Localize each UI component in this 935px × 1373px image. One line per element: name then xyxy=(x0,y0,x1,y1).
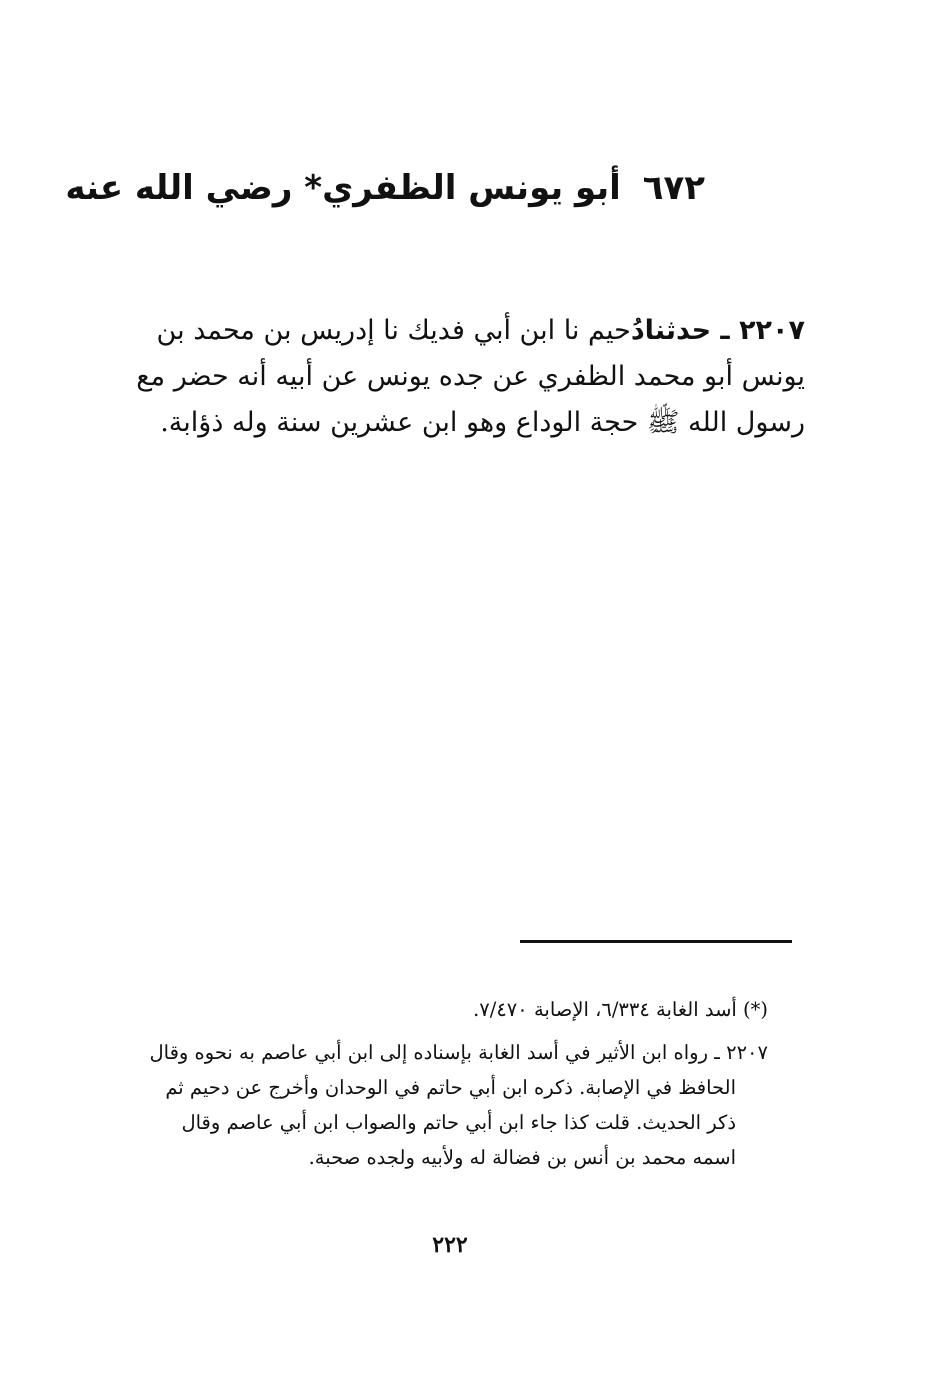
chapter-heading xyxy=(65,162,705,214)
page-number: ٢٢٢ xyxy=(432,1232,468,1258)
footnote-line-4: اسمه محمد بن أنس بن فضالة له ولأبيه ولجده صحبة. xyxy=(308,1146,736,1169)
hadith-line-1 xyxy=(125,308,805,354)
hadith-text xyxy=(125,308,805,446)
footnotes xyxy=(118,992,768,1175)
hadith-line-1-text: حيم نا ابن أبي فديك نا إدريس بن محمد بن xyxy=(156,315,631,346)
hadith-number-lead: ٢٢٠٧ ـ حدثنادُ xyxy=(630,315,805,346)
footnote-source: (*) أسد الغابة ٦/٣٣٤، الإصابة ٧/٤٧٠. xyxy=(473,998,768,1021)
footnote-separator xyxy=(520,940,792,943)
hadith-line-2: يونس أبو محمد الظفري عن جده يونس عن أبيه أنه حضر مع xyxy=(136,361,805,392)
footnote-line-2: الحافظ في الإصابة. ذكره ابن أبي حاتم في الوحدان وأخرج عن دحيم ثم xyxy=(165,1076,736,1099)
chapter-title: أبو يونس الظفري* رضي الله عنه xyxy=(65,168,621,208)
chapter-number: ٦٧٢ xyxy=(642,168,705,208)
hadith-line-3: رسول الله ﷺ حجة الوداع وهو ابن عشرين سنة وله ذؤابة. xyxy=(160,407,805,438)
footnote-line-3: ذكر الحديث. قلت كذا جاء ابن أبي حاتم والصواب ابن أبي عاصم وقال xyxy=(181,1111,736,1134)
footnote-line-1: ٢٢٠٧ ـ رواه ابن الأثير في أسد الغابة بإسناده إلى ابن أبي عاصم به نحوه وقال xyxy=(149,1041,768,1064)
